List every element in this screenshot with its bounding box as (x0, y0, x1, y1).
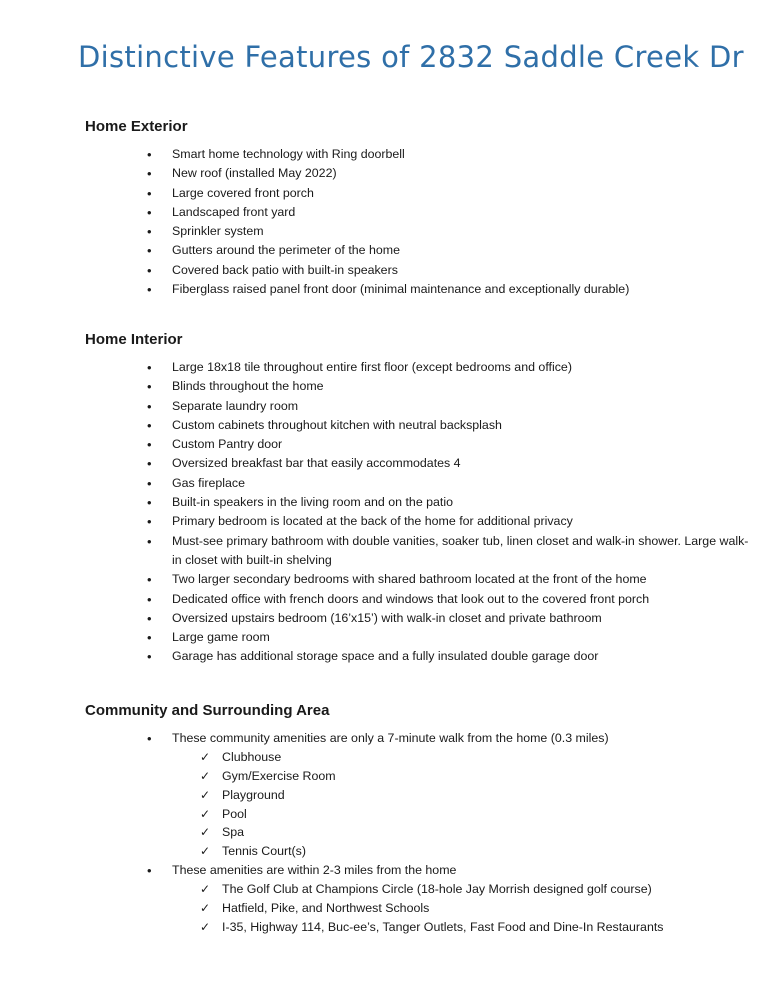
community-list (85, 729, 755, 937)
list-item: • Gutters around the perimeter of the home (147, 241, 755, 260)
list-item: • Large game room (147, 628, 755, 647)
interior-list (85, 358, 755, 667)
checklist-item: ✓ Gym/Exercise Room (200, 767, 755, 786)
exterior-list (85, 145, 755, 299)
list-item: • Large covered front porch (147, 184, 755, 203)
section-home-interior (85, 331, 755, 667)
section-heading: Home Exterior (85, 118, 188, 135)
checklist-item: ✓ Spa (200, 823, 755, 842)
amenity-checklist (172, 880, 755, 936)
list-item: • Sprinkler system (147, 222, 755, 241)
checklist-item: ✓ Pool (200, 805, 755, 824)
checklist-item: ✓ Tennis Court(s) (200, 842, 755, 861)
list-item: • Large 18x18 tile throughout entire first floor (except bedrooms and office) (147, 358, 755, 377)
list-item: • Oversized upstairs bedroom (16’x15’) with walk-in closet and private bathroom (147, 609, 755, 628)
list-item: • Separate laundry room (147, 397, 755, 416)
section-community (85, 702, 755, 937)
list-item: • Fiberglass raised panel front door (minimal maintenance and exceptionally durable) (147, 280, 755, 299)
list-item: • Garage has additional storage space and a fully insulated double garage door (147, 647, 755, 666)
list-item: • Custom cabinets throughout kitchen with neutral backsplash (147, 416, 755, 435)
checklist-item: ✓ Hatfield, Pike, and Northwest Schools (200, 899, 755, 918)
list-item: • Smart home technology with Ring doorbell (147, 145, 755, 164)
list-item: • Landscaped front yard (147, 203, 755, 222)
list-item: • Primary bedroom is located at the back of the home for additional privacy (147, 512, 755, 531)
list-item: • Must-see primary bathroom with double vanities, soaker tub, linen closet and walk-in shower. Large walk-in closet with built-in shelving (147, 532, 755, 571)
list-item: • Built-in speakers in the living room and on the patio (147, 493, 755, 512)
section-home-exterior (85, 118, 755, 299)
section-heading: Community and Surrounding Area (85, 702, 330, 719)
page-title: Distinctive Features of 2832 Saddle Creek Dr (78, 40, 744, 74)
group-label: These community amenities are only a 7-minute walk from the home (0.3 miles) (172, 731, 609, 745)
list-item: • New roof (installed May 2022) (147, 164, 755, 183)
checklist-item: ✓ I-35, Highway 114, Buc-ee’s, Tanger Outlets, Fast Food and Dine-In Restaurants (200, 918, 755, 937)
list-item: • Oversized breakfast bar that easily accommodates 4 (147, 454, 755, 473)
checklist-item: ✓ The Golf Club at Champions Circle (18-hole Jay Morrish designed golf course) (200, 880, 755, 899)
list-item: • Gas fireplace (147, 474, 755, 493)
list-item: • Blinds throughout the home (147, 377, 755, 396)
amenity-checklist (172, 748, 755, 861)
list-item: • Covered back patio with built-in speakers (147, 261, 755, 280)
checklist-item: ✓ Clubhouse (200, 748, 755, 767)
community-group (147, 861, 755, 937)
community-group (147, 729, 755, 861)
list-item: • Dedicated office with french doors and windows that look out to the covered front porch (147, 590, 755, 609)
list-item: • Two larger secondary bedrooms with shared bathroom located at the front of the home (147, 570, 755, 589)
section-heading: Home Interior (85, 331, 183, 348)
group-label: These amenities are within 2-3 miles from the home (172, 863, 457, 878)
list-item: • Custom Pantry door (147, 435, 755, 454)
checklist-item: ✓ Playground (200, 786, 755, 805)
